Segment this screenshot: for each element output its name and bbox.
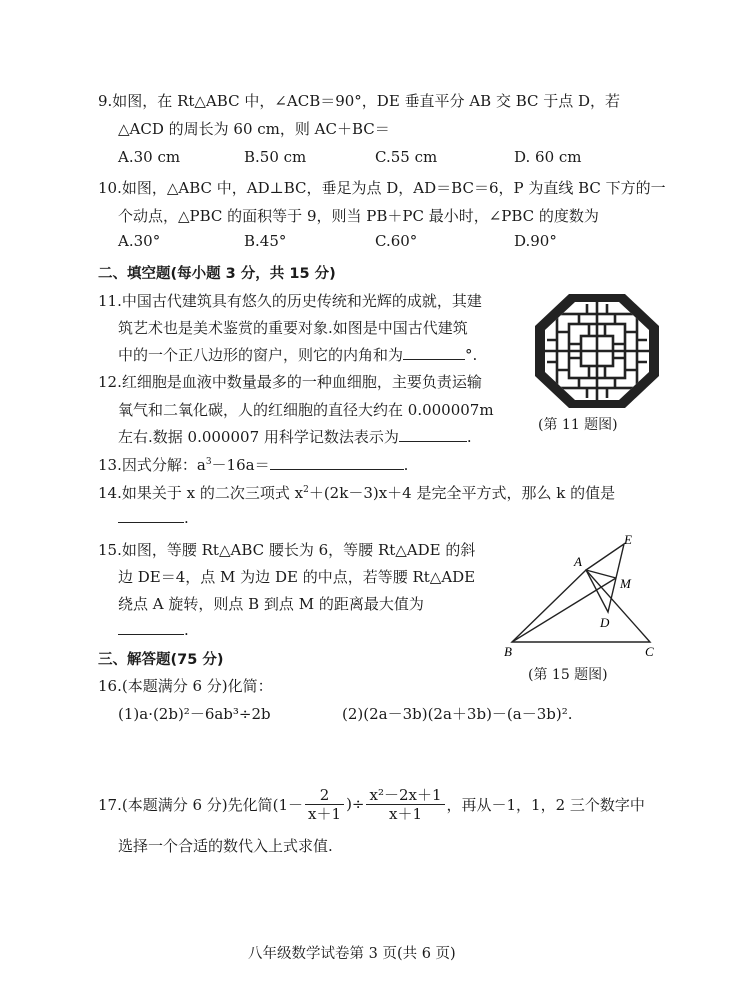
octagon-window-figure [533,292,661,410]
q12-line2: 氧气和二氧化碳，人的红细胞的直径大约在 0.000007m [118,401,494,419]
q9-line1: 9.如图，在 Rt△ABC 中，∠ACB＝90°，DE 垂直平分 AB 交 BC 于点 D，若 [98,92,621,110]
q11-line3: 中的一个正八边形的窗户，则它的内角和为 °. [118,346,478,364]
q14-answer-blank [118,508,184,523]
q16-title: 16.(本题满分 6 分)化简： [98,677,273,695]
q10-option-c: C.60° [375,232,418,250]
q17-fraction-1: $\frac{2}{x+1}$ [305,786,344,823]
q10-option-d: D.90° [514,232,557,250]
q10-option-b: B.45° [244,232,287,250]
point-a-label: A [574,554,582,569]
q15-line3: 绕点 A 旋转，则点 B 到点 M 的距离最大值为 [118,595,424,613]
q10-option-a: A.30° [118,232,161,250]
q10-line2: 个动点，△PBC 的面积等于 9，则当 PB＋PC 最小时，∠PBC 的度数为 [118,207,599,225]
q14-line2: . [118,508,189,527]
point-e-label: E [624,532,632,547]
q16-part2: (2)(2a－3b)(2a＋3b)－(a－3b)². [342,705,573,723]
q17-fraction-2: $\frac{\text{x²－2x＋1}}{x+1}$ [366,786,444,823]
q12-line3: 左右.数据 0.000007 用科学记数法表示为 . [118,428,472,446]
figure-15-caption: (第 15 题图) [528,667,608,683]
q9-option-c: C.55 cm [375,148,438,166]
q15-line1: 15.如图，等腰 Rt△ABC 腰长为 6，等腰 Rt△ADE 的斜 [98,541,476,559]
section-2-heading: 二、填空题(每小题 3 分，共 15 分) [98,266,336,282]
q17-line1: 17.(本题满分 6 分)先化简(1－ $\frac{2}{x+1}$ )÷ $\frac{\text{x²－2x＋1}}{x+1}$ ，再从－1，1，2 三个数字中 [98,785,645,823]
point-b-label: B [504,644,512,659]
q11-answer-blank [403,345,465,360]
q9-line2: △ACD 的周长为 60 cm，则 AC＋BC＝ [118,120,390,138]
q10-line1: 10.如图，△ABC 中，AD⊥BC，垂足为点 D，AD＝BC＝6，P 为直线 BC 下方的一 [98,179,666,197]
q9-option-d: D. 60 cm [514,148,582,166]
point-d-label: D [600,615,610,630]
q12-line1: 12.红细胞是血液中数量最多的一种血细胞，主要负责运输 [98,373,482,391]
q11-line1: 11.中国古代建筑具有悠久的历史传统和光辉的成就，其建 [98,292,482,310]
q15-line4: . [118,620,189,639]
q14-line1: 14.如果关于 x 的二次三项式 $x^2+(2k-3)x+4$ 是完全平方式，那么 k 的值是 [98,484,616,502]
triangle-figure-15 [500,532,665,664]
q16-part1: (1)a·(2b)²－6ab³÷2b [118,705,271,723]
q17-line2: 选择一个合适的数代入上式求值. [118,837,333,855]
page-footer: 八年级数学试卷第 3 页(共 6 页) [248,946,456,962]
q15-answer-blank [118,620,184,635]
q9-option-b: B.50 cm [244,148,307,166]
point-c-label: C [645,644,654,659]
q11-line2: 筑艺术也是美术鉴赏的重要对象.如图是中国古代建筑 [118,319,468,337]
q13-line: 13.因式分解：$a^3-16a=$ . [98,456,409,474]
q9-option-a: A.30 cm [118,148,181,166]
q13-answer-blank [270,455,404,470]
figure-11-caption: (第 11 题图) [538,417,618,433]
q15-line2: 边 DE＝4，点 M 为边 DE 的中点，若等腰 Rt△ADE [118,568,476,586]
q12-answer-blank [399,427,467,442]
point-m-label: M [620,576,631,591]
section-3-heading: 三、解答题(75 分) [98,652,224,668]
